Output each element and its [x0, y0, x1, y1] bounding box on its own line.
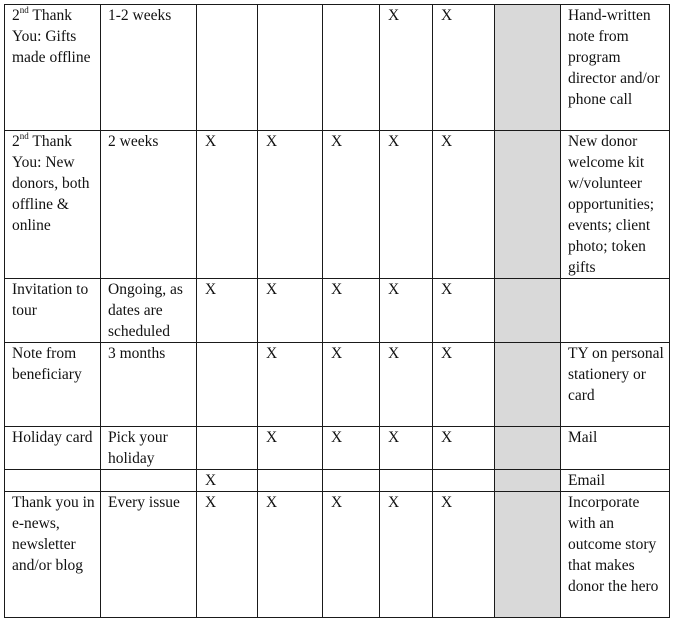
table-row: [5, 470, 670, 492]
mark-cell: X: [380, 343, 433, 427]
timing-cell: Pick your holiday: [101, 427, 197, 470]
mark-cell: [197, 343, 258, 427]
mark-cell: [197, 427, 258, 470]
notes-cell: Hand-written note from program director and/or phone call: [561, 5, 670, 131]
activity-cell: [5, 470, 101, 492]
table-row: [5, 492, 670, 618]
mark-cell: X: [323, 427, 380, 470]
donor-stewardship-table: [4, 4, 670, 618]
notes-cell: TY on personal stationery or card: [561, 343, 670, 427]
mark-cell: X: [433, 5, 495, 131]
mark-cell: X: [380, 131, 433, 279]
timing-cell: [101, 470, 197, 492]
mark-cell: X: [380, 279, 433, 343]
timing-cell: Every issue: [101, 492, 197, 618]
mark-cell: [323, 470, 380, 492]
activity-cell: [5, 131, 101, 279]
shaded-cell: [495, 427, 561, 470]
mark-cell: [380, 470, 433, 492]
mark-cell: X: [258, 427, 323, 470]
notes-cell: Incorporate with an outcome story that makes donor the hero: [561, 492, 670, 618]
mark-cell: [433, 470, 495, 492]
mark-cell: X: [433, 427, 495, 470]
timing-cell: 2 weeks: [101, 131, 197, 279]
activity-label: Thank You: Gifts made offline: [12, 7, 91, 66]
mark-cell: X: [197, 492, 258, 618]
mark-cell: X: [258, 343, 323, 427]
shaded-cell: [495, 279, 561, 343]
table-row: [5, 5, 670, 131]
mark-cell: [258, 470, 323, 492]
notes-cell: [561, 279, 670, 343]
table-row: [5, 279, 670, 343]
table-row: [5, 131, 670, 279]
activity-cell: Holiday card: [5, 427, 101, 470]
ordinal-suffix: nd: [19, 4, 29, 15]
mark-cell: X: [380, 5, 433, 131]
mark-cell: X: [380, 427, 433, 470]
notes-cell: Mail: [561, 427, 670, 470]
shaded-cell: [495, 5, 561, 131]
activity-label: Thank You: New donors, both offline & online: [12, 133, 90, 234]
notes-cell: New donor welcome kit w/volunteer opportunities; events; client photo; token gifts: [561, 131, 670, 279]
timing-cell: Ongoing, as dates are scheduled: [101, 279, 197, 343]
mark-cell: [197, 5, 258, 131]
mark-cell: [323, 5, 380, 131]
activity-cell: Invitation to tour: [5, 279, 101, 343]
mark-cell: [258, 5, 323, 131]
mark-cell: X: [323, 492, 380, 618]
activity-number: 2: [12, 7, 20, 24]
mark-cell: X: [380, 492, 433, 618]
mark-cell: X: [433, 343, 495, 427]
timing-cell: 1-2 weeks: [101, 5, 197, 131]
mark-cell: X: [197, 470, 258, 492]
mark-cell: X: [197, 131, 258, 279]
activity-cell: Thank you in e-news, newsletter and/or blog: [5, 492, 101, 618]
ordinal-suffix: nd: [19, 130, 29, 141]
mark-cell: X: [323, 131, 380, 279]
activity-cell: [5, 5, 101, 131]
table-row: [5, 343, 670, 427]
shaded-cell: [495, 492, 561, 618]
mark-cell: X: [197, 279, 258, 343]
shaded-cell: [495, 470, 561, 492]
table-row: [5, 427, 670, 470]
shaded-cell: [495, 343, 561, 427]
mark-cell: X: [323, 343, 380, 427]
mark-cell: X: [258, 131, 323, 279]
mark-cell: X: [433, 131, 495, 279]
mark-cell: X: [323, 279, 380, 343]
activity-number: 2: [12, 133, 20, 150]
shaded-cell: [495, 131, 561, 279]
mark-cell: X: [258, 279, 323, 343]
mark-cell: X: [433, 492, 495, 618]
timing-cell: 3 months: [101, 343, 197, 427]
notes-cell: Email: [561, 470, 670, 492]
mark-cell: X: [258, 492, 323, 618]
mark-cell: X: [433, 279, 495, 343]
activity-cell: Note from beneficiary: [5, 343, 101, 427]
